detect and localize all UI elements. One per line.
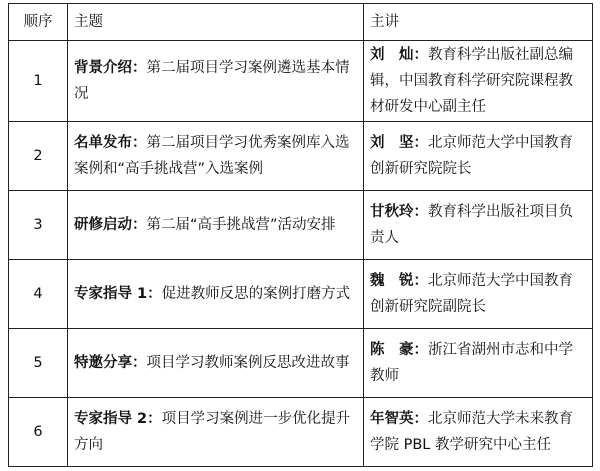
header-order: 顺序 xyxy=(9,4,68,41)
topic-lead: 专家指导 2： xyxy=(74,411,162,427)
row-topic xyxy=(68,260,364,329)
row-order: 2 xyxy=(9,122,68,191)
header-topic: 主题 xyxy=(68,4,364,41)
speaker-name: 陈 豪： xyxy=(370,342,428,358)
topic-text: 第二届项目学习优秀案例库入选案例和“高手挑战营”入选案例 xyxy=(74,135,350,177)
speaker-title: 北京师范大学未来教育学院 PBL 教学研究中心主任 xyxy=(370,411,573,453)
topic-lead: 特邀分享： xyxy=(74,355,147,371)
row-speaker xyxy=(364,41,593,122)
table-row xyxy=(9,122,593,191)
speaker-title: 北京师范大学中国教育创新研究院副院长 xyxy=(370,273,573,315)
speaker-title: 北京师范大学中国教育创新研究院院长 xyxy=(370,135,573,177)
row-topic xyxy=(68,398,364,467)
row-speaker xyxy=(364,260,593,329)
table-row xyxy=(9,41,593,122)
row-topic xyxy=(68,122,364,191)
topic-lead: 研修启动： xyxy=(74,217,147,233)
speaker-name: 刘 灿： xyxy=(370,47,428,63)
speaker-title: 教育科学出版社项目负责人 xyxy=(370,204,573,246)
table-row xyxy=(9,398,593,467)
row-topic xyxy=(68,191,364,260)
topic-lead: 专家指导 1： xyxy=(74,286,162,302)
row-topic xyxy=(68,41,364,122)
speaker-title: 教育科学出版社副总编辑，中国教育科学研究院课程教材研发中心副主任 xyxy=(370,47,573,115)
speaker-title: 浙江省湖州市志和中学教师 xyxy=(370,342,573,384)
table-row xyxy=(9,260,593,329)
topic-text: 项目学习教师案例反思改进故事 xyxy=(146,355,350,371)
row-order: 4 xyxy=(9,260,68,329)
topic-text: 第二届“高手挑战营”活动安排 xyxy=(146,217,336,233)
row-speaker xyxy=(364,191,593,260)
table-row xyxy=(9,329,593,398)
topic-lead: 背景介绍： xyxy=(74,60,147,76)
speaker-name: 甘秋玲： xyxy=(370,204,428,220)
topic-lead: 名单发布： xyxy=(74,135,147,151)
speaker-name: 年智英： xyxy=(370,411,428,427)
row-speaker xyxy=(364,398,593,467)
schedule-table xyxy=(8,3,593,467)
row-speaker xyxy=(364,122,593,191)
row-order: 6 xyxy=(9,398,68,467)
table-row xyxy=(9,191,593,260)
row-speaker xyxy=(364,329,593,398)
row-order: 1 xyxy=(9,41,68,122)
row-order: 5 xyxy=(9,329,68,398)
speaker-name: 刘 坚： xyxy=(370,135,428,151)
topic-text: 项目学习案例进一步优化提升方向 xyxy=(74,411,351,453)
speaker-name: 魏 锐： xyxy=(370,273,428,289)
row-order: 3 xyxy=(9,191,68,260)
row-topic xyxy=(68,329,364,398)
topic-text: 第二届项目学习案例遴选基本情况 xyxy=(74,60,350,102)
header-row xyxy=(9,4,593,41)
topic-text: 促进教师反思的案例打磨方式 xyxy=(161,286,351,302)
header-speaker: 主讲 xyxy=(364,4,593,41)
